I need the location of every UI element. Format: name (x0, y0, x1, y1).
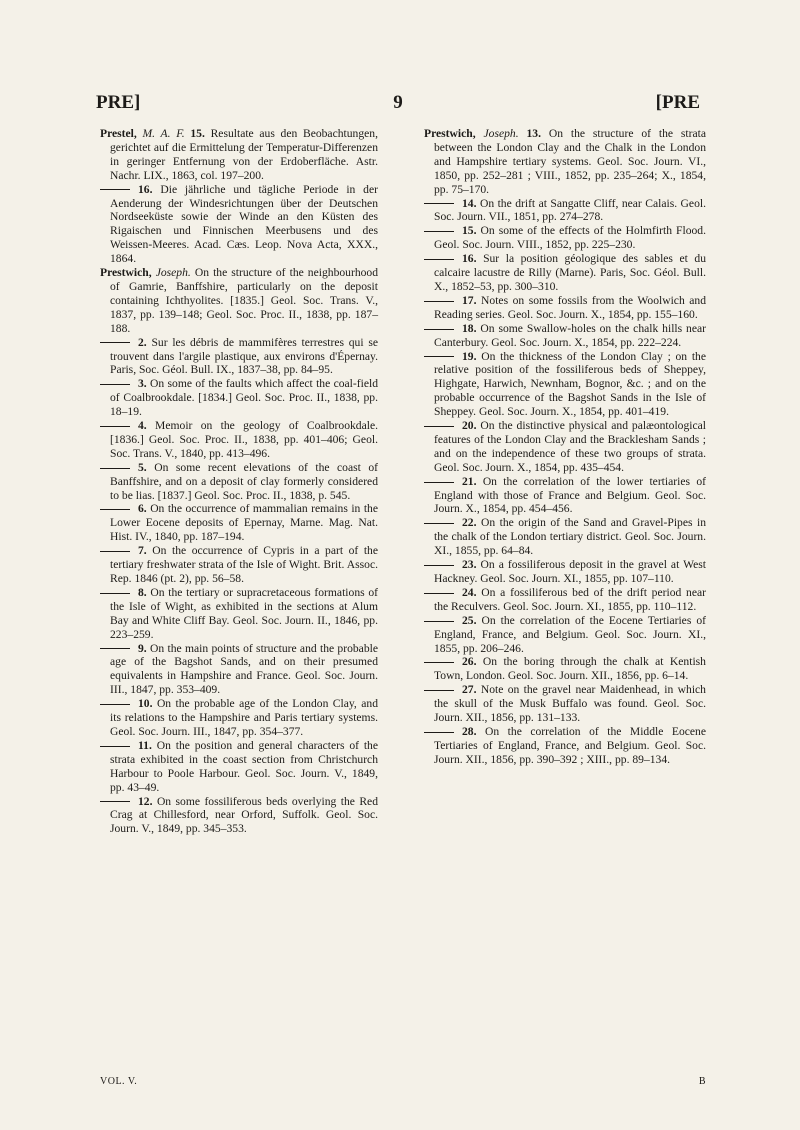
bibliography-entry (424, 197, 706, 225)
entry-text: On the position and general characters of the strata exhibited in the coast section from Christchurch Harbour to Poole Harbour. Geol. Soc. Journ. V., 1849, pp. 43–49. (110, 738, 379, 794)
header-right: [PRE (655, 92, 700, 113)
entry-text: Memoir on the geology of Coalbrookdale. [1836.] Geol. Soc. Proc. II., 1838, pp. 401–406; Geol. Soc. Trans. V., 1840, pp. 413–496. (110, 419, 378, 460)
bibliography-entry (424, 475, 706, 517)
bibliography-entry (100, 127, 378, 183)
ditto-dash (424, 301, 454, 302)
entry-text: On the structure of the strata between the London Clay and the Chalk in the London and Hampshire tertiary systems. Geol. Soc. Journ. VI., 1850, pp. 252–281 ; VIII., 1852, pp. 235–264; X., 1854, pp. 75–170. (434, 127, 706, 196)
page-number: 9 (393, 92, 403, 113)
ditto-dash (100, 426, 130, 427)
entry-number: 25. (462, 613, 477, 627)
ditto-dash (424, 259, 454, 260)
bibliography-entry (100, 544, 378, 586)
entry-text: Note on the gravel near Maidenhead, in which the skull of the Musk Buffalo was found. Geol. Soc. Journ. XII., 1856, pp. 131–133. (434, 683, 706, 725)
running-header (96, 92, 700, 116)
entry-number: 16. (138, 182, 153, 196)
entry-number: 28. (462, 724, 477, 738)
entry-text: Die jährliche und tägliche Periode in der Aenderung der Windesrichtungen über der Deutschen Nordseeküste sowie der Winde an den Küsten des Rigaischen und Finnischen Meerbusens und des Weissen-Meeres. Acad. Cæs. Leop. Nova Acta, XXX., 1864. (110, 182, 378, 266)
entry-text: On the tertiary or supracretaceous formations of the Isle of Wight, as exhibited in the sections at Alum Bay and White Cliff Bay. Geol. Soc. Journ. II., 1846, pp. 223–259. (110, 585, 378, 641)
ditto-dash (424, 523, 454, 524)
bibliography-entry (100, 502, 378, 544)
bibliography-entry (424, 614, 706, 656)
entry-author-initials: Joseph. (483, 127, 519, 140)
entry-number: 2. (138, 335, 147, 349)
ditto-dash (100, 648, 130, 649)
entry-text: On the distinctive physical and palæontological features of the London Clay and the Bracklesham Sands ; and on the independence of these two groups of strata. Geol. Soc. Journ. X., 1854, pp. 435–454. (434, 419, 706, 474)
entry-text: On some of the effects of the Holmfirth Flood. Geol. Soc. Journ. VIII., 1852, pp. 225–230. (434, 224, 706, 252)
bibliography-entry (100, 642, 378, 698)
ditto-dash (424, 426, 454, 427)
entry-text: On the occurrence of Cypris in a part of the tertiary freshwater strata of the Isle of Wight. Brit. Assoc. Rep. 1846 (pt. 2), pp. 56–58. (110, 544, 378, 585)
bibliography-entry (424, 350, 706, 420)
header-left: PRE] (96, 92, 141, 113)
ditto-dash (424, 593, 454, 594)
entry-number: 3. (138, 377, 147, 391)
ditto-dash (424, 482, 454, 483)
ditto-dash (424, 621, 454, 622)
entry-number: 24. (462, 585, 477, 599)
ditto-dash (100, 468, 130, 469)
entry-text: On the drift at Sangatte Cliff, near Calais. Geol. Soc. Journ. VII., 1851, pp. 274–278. (434, 196, 706, 224)
ditto-dash (424, 732, 454, 733)
ditto-dash (100, 384, 130, 385)
entry-text: On the thickness of the London Clay ; on the relative position of the fossiliferous beds of Sheppey, Highgate, Harwich, Newnham, Bognor, &c. ; and on the probable occurrence of the Bagshot Sands in the Isle of Sheppey. Geol. Soc. Journ. X., 1854, pp. 401–419. (434, 349, 706, 419)
bibliography-entry (424, 294, 706, 322)
bibliography-entry (424, 127, 706, 197)
bibliography-entry (424, 224, 706, 252)
bibliography-entry (100, 586, 378, 642)
bibliography-entry (100, 697, 378, 739)
bibliography-entry (100, 419, 378, 461)
bibliography-entry (424, 683, 706, 725)
signature-mark: B (698, 1076, 706, 1087)
entry-number: 17. (462, 293, 477, 307)
ditto-dash (424, 565, 454, 566)
entry-number: 13. (526, 127, 541, 140)
ditto-dash (100, 593, 130, 594)
entry-number: 18. (462, 321, 477, 335)
bibliography-entry (100, 377, 378, 419)
entry-text: Sur la position géologique des sables et du calcaire lacustre de Rilly (Marne). Paris, Soc. Géol. Bull. X., 1852–53, pp. 300–310. (434, 252, 707, 293)
entry-number: 23. (462, 558, 477, 572)
bibliography-entry (100, 266, 378, 336)
entry-text: On the boring through the chalk at Kentish Town, London. Geol. Soc. Journ. XII., 1856, pp. 6–14. (434, 655, 706, 683)
bibliography-entry (424, 419, 706, 475)
entry-author: Prestwich, (424, 127, 476, 140)
page-footer (100, 1076, 706, 1090)
entry-text: On the origin of the Sand and Gravel-Pipes in the chalk of the London tertiary district. Geol. Soc. Journ. XI., 1855, pp. 64–84. (434, 516, 706, 558)
entry-number: 22. (462, 516, 477, 530)
ditto-dash (100, 189, 130, 190)
bibliography-entry (424, 558, 706, 586)
entry-text: On the correlation of the lower tertiaries of England with those of France and Belgium. Geol. Soc. Journ. X., 1854, pp. 454–456. (434, 474, 706, 516)
bibliography-entry (100, 461, 378, 503)
bibliography-entry (424, 252, 706, 294)
entry-text: Resultate aus den Beobachtungen, gerichtet auf die Ermittelung der Temperatur-Differenzen in geringer Entfernung von der Erdoberfläche. Astr. Nachr. LIX., 1863, col. 197–200. (110, 127, 378, 182)
entry-text: On the structure of the neighbourhood of Gamrie, Banffshire, particularly on the deposit containing Ichthyolites. [1835.] Geol. Soc. Trans. V., 1837, pp. 139–148; Geol. Soc. Proc. II., 1838, pp. 187–188. (110, 266, 379, 335)
entry-text: On some recent elevations of the coast of Banffshire, and on a deposit of clay formerly considered to be lias. [1837.] Geol. Soc. Proc. II., 1838, p. 545. (110, 460, 378, 502)
ditto-dash (424, 231, 454, 232)
ditto-dash (100, 746, 130, 747)
entry-number: 15. (190, 127, 205, 140)
ditto-dash (100, 551, 130, 552)
entry-text: On some of the faults which affect the coal-field of Coalbrookdale. [1834.] Geol. Soc. Proc. II., 1838, pp. 18–19. (110, 377, 378, 419)
entry-author-initials: M. A. F. (142, 127, 185, 140)
entry-number: 14. (462, 196, 477, 210)
entry-number: 27. (462, 683, 477, 697)
left-column (100, 127, 378, 836)
entry-number: 4. (138, 419, 147, 433)
entry-text: On a fossiliferous deposit in the gravel at West Hackney. Geol. Soc. Journ. XI., 1855, pp. 107–110. (434, 558, 706, 585)
entry-number: 10. (138, 697, 153, 711)
entry-number: 11. (138, 738, 152, 752)
bibliography-entry (100, 336, 378, 378)
entry-number: 7. (138, 544, 147, 558)
volume-label: VOL. V. (100, 1076, 138, 1087)
entry-text: On the correlation of the Eocene Tertiaries of England, France, and Belgium. Geol. Soc. Journ. XI., 1855, pp. 206–246. (434, 613, 706, 655)
entry-number: 6. (138, 502, 147, 516)
bibliography-entry (424, 655, 706, 683)
entry-number: 16. (462, 252, 477, 266)
ditto-dash (100, 509, 130, 510)
entry-number: 20. (462, 419, 477, 433)
ditto-dash (424, 356, 454, 357)
ditto-dash (424, 690, 454, 691)
ditto-dash (424, 662, 454, 663)
entry-number: 12. (138, 794, 153, 808)
bibliography-entry (424, 725, 706, 767)
entry-author: Prestwich, (100, 266, 152, 280)
ditto-dash (100, 801, 130, 802)
entry-number: 19. (462, 349, 477, 363)
entry-text: Notes on some fossils from the Woolwich and Reading series. Geol. Soc. Journ. X., 1854, pp. 155–160. (434, 293, 706, 321)
ditto-dash (424, 329, 454, 330)
bibliography-entry (100, 795, 378, 837)
bibliography-entry (424, 516, 706, 558)
entry-text: On some fossiliferous beds overlying the Red Crag at Chillesford, near Orford, Suffolk. Geol. Soc. Journ. V., 1849, pp. 345–353. (110, 794, 378, 836)
right-column (424, 127, 706, 767)
entry-text: On the correlation of the Middle Eocene Tertiaries of England, France, and Belgium. Geol. Soc. Journ. XII., 1856, pp. 390–392 ; XIII., pp. 89–134. (434, 724, 706, 766)
entry-text: On some Swallow-holes on the chalk hills near Canterbury. Geol. Soc. Journ. X., 1854, pp. 222–224. (434, 321, 706, 349)
entry-author: Prestel, (100, 127, 137, 140)
entry-text: On a fossiliferous bed of the drift period near the Reculvers. Geol. Soc. Journ. XI., 1855, pp. 110–112. (434, 585, 706, 613)
entry-text: On the occurrence of mammalian remains in the Lower Eocene deposits of Epernay, Marne. Mag. Nat. Hist. IV., 1840, pp. 187–194. (110, 502, 378, 544)
entry-number: 9. (138, 641, 147, 655)
ditto-dash (100, 342, 130, 343)
entry-text: On the main points of structure and the probable age of the Bagshot Sands, and on their presumed equivalents in Hampshire and France. Geol. Soc. Journ. III., 1847, pp. 353–409. (110, 641, 378, 697)
ditto-dash (100, 704, 130, 705)
entry-number: 15. (462, 224, 477, 238)
bibliography-entry (100, 739, 378, 795)
bibliography-entry (100, 183, 378, 266)
bibliography-entry (424, 586, 706, 614)
ditto-dash (424, 203, 454, 204)
entry-author-initials: Joseph. (155, 266, 191, 280)
entry-text: On the probable age of the London Clay, and its relations to the Hampshire and Paris tertiary systems. Geol. Soc. Journ. III., 1847, pp. 354–377. (110, 697, 378, 738)
entry-text: Sur les débris de mammifères terrestres qui se trouvent dans l'argile plastique, aux environs d'Épernay. Paris, Soc. Géol. Bull. IX., 1837–38, pp. 84–95. (110, 335, 378, 377)
entry-number: 8. (138, 585, 147, 599)
entry-number: 26. (462, 655, 477, 669)
entry-number: 5. (138, 460, 147, 474)
entry-number: 21. (462, 474, 477, 488)
bibliography-entry (424, 322, 706, 350)
